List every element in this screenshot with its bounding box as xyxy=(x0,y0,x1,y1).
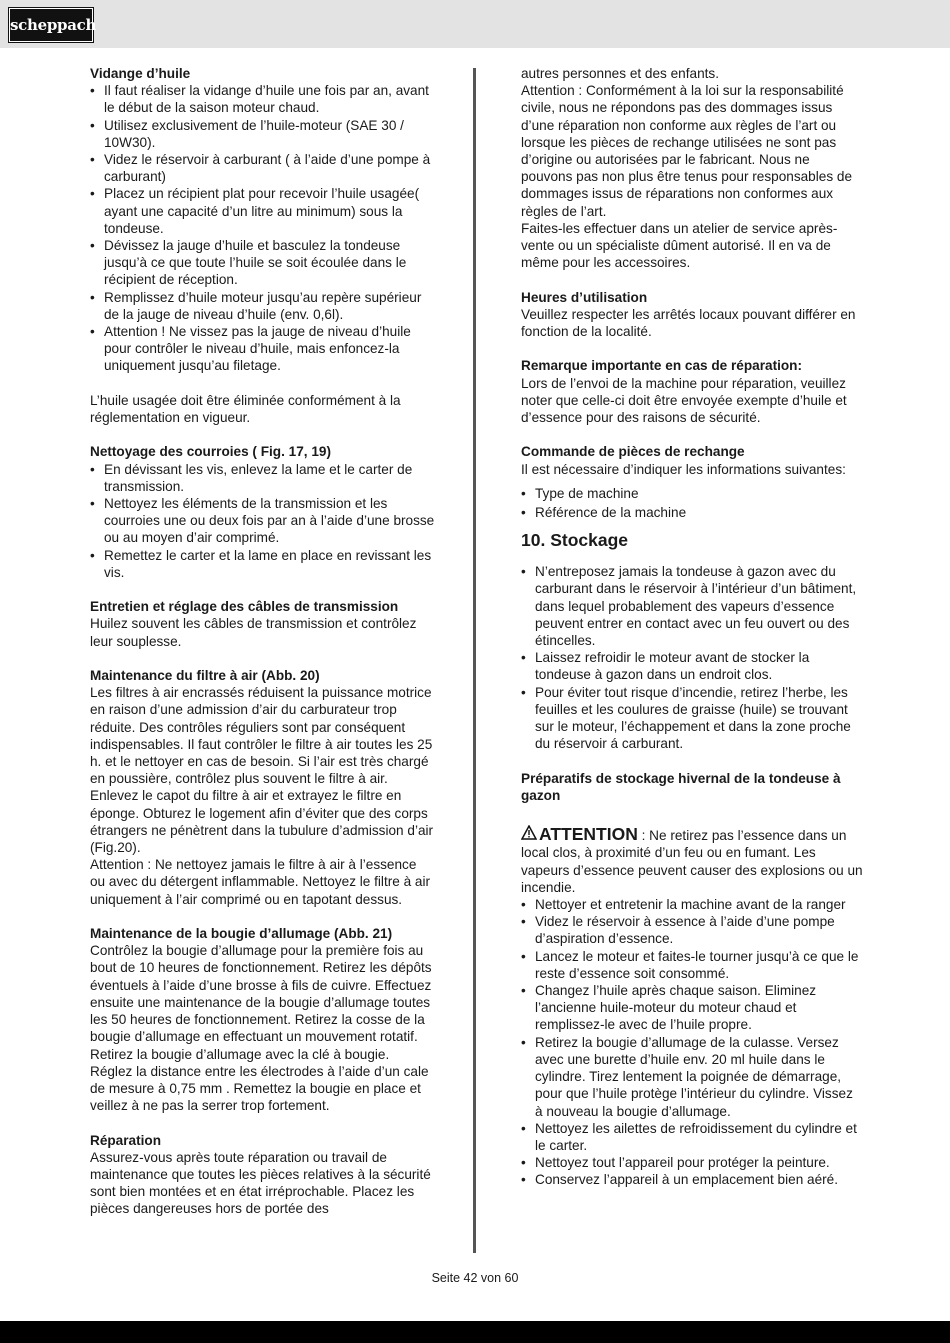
cables-text: Huilez souvent les câbles de transmission et contrôlez leur souplesse. xyxy=(90,616,417,649)
list-item: • Changez l’huile après chaque saison. Eliminez l’ancienne huile-moteur du moteur chaud et remplissez-le avec de l’huile propre. xyxy=(521,982,863,1034)
list-item: • Laissez refroidir le moteur avant de stocker la tondeuse à gazon dans un endroit clos. xyxy=(521,649,863,683)
list-item: • Conservez l’appareil à un emplacement bien aéré. xyxy=(521,1171,863,1188)
list-item: • Lancez le moteur et faites-le tourner jusqu’à ce que le reste d’essence soit consommé. xyxy=(521,948,863,982)
repair-continued: autres personnes et des enfants. xyxy=(521,66,719,81)
list-item: • Attention ! Ne vissez pas la jauge de niveau d’huile pour contrôler le niveau d’huile, mais enfoncez-la uniquement jusqu’au filetage. xyxy=(90,323,435,375)
list-item: • Nettoyez les éléments de la transmission et les courroies une ou deux fois par an à l’aide d’une brosse ou au moyen d’air comprimé. xyxy=(90,495,435,547)
winter-storage-list xyxy=(521,896,863,1188)
list-item: • Placez un récipient plat pour recevoir l’huile usagée( ayant une capacité d’un litre au minimum) sous la tondeuse. xyxy=(90,185,435,237)
service-text: Faites-les effectuer dans un atelier de service après-vente ou un spécialiste dûment autorisé. Il en va de même pour les accessoires. xyxy=(521,220,838,271)
section-title-belt-cleaning: Nettoyage des courroies ( Fig. 17, 19) xyxy=(90,444,331,460)
list-item: • Dévissez la jauge d’huile et basculez la tondeuse jusqu’à ce que toute l’huile se soit écoulée dans le récipient de réception. xyxy=(90,237,435,289)
section-title-spark-plug: Maintenance de la bougie d’allumage (Abb. 21) xyxy=(90,926,393,942)
section-title-repair-note: Remarque importante en cas de réparation: xyxy=(521,358,803,374)
left-column xyxy=(90,65,435,1218)
column-divider xyxy=(473,68,476,1253)
air-filter-attention: Attention : Ne nettoyez jamais le filtre à air à l’essence ou avec du détergent inflammable. Nettoyez le filtre à air uniquement à l’air comprimé ou en tapotant dessus. xyxy=(90,857,431,907)
oil-disposal-note: L’huile usagée doit être éliminée conformément à la réglementation en vigueur. xyxy=(90,392,401,426)
right-column xyxy=(521,65,863,1189)
repair-note-text: Lors de l’envoi de la machine pour réparation, veuillez noter que celle-ci doit être envoyée exempte d’huile et d’essence pour des raisons de sécurité. xyxy=(521,375,847,426)
belt-cleaning-list xyxy=(90,461,435,581)
spare-parts-list xyxy=(521,485,863,521)
section-title-winter-storage: Préparatifs de stockage hivernal de la tondeuse à gazon xyxy=(521,770,841,803)
list-item: • Remettez le carter et la lame en place en revissant les vis. xyxy=(90,547,435,581)
list-item: • Il faut réaliser la vidange d’huile une fois par an, avant le début de la saison moteur chaud. xyxy=(90,82,435,116)
storage-list xyxy=(521,563,863,752)
list-item: • En dévissant les vis, enlevez la lame et le carter de transmission. xyxy=(90,461,435,495)
list-item: • Type de machine xyxy=(521,485,863,502)
spark-plug-text-2: Retirez la bougie d’allumage avec la clé à bougie. Réglez la distance entre les électrodes à l’aide d’un cale de mesure à 0,75 mm . Remettez la bougie en place et veillez à ne pas la serrer trop fortement. xyxy=(90,1046,429,1114)
section-title-air-filter: Maintenance du filtre à air (Abb. 20) xyxy=(90,668,320,684)
list-item: • Pour éviter tout risque d’incendie, retirez l’herbe, les feuilles et les coulures de graisse (huile) se trouvant sur le moteur, l’échappement et dans la zone proche du réservoir á carburant. xyxy=(521,684,863,753)
spare-parts-text: Il est nécessaire d’indiquer les informations suivantes: xyxy=(521,461,846,477)
list-item: • Remplissez d’huile moteur jusqu’au repère supérieur de la jauge de niveau d’huile (env. 0,6l). xyxy=(90,289,435,323)
section-heading-storage: 10. Stockage xyxy=(521,530,628,551)
spark-plug-text: Contrôlez la bougie d’allumage pour la première fois au bout de 10 heures de fonctionnement. Retirez les dépôts éventuels à l’aide d’une brosse à fils de cuivre. Effectuez ensuite une maintenance de la bougie d’allumage toutes les 50 heures de fonctionnement. Retirez la cosse de la bougie d’allumage en effectuant un mouvement rotatif. xyxy=(90,943,432,1045)
list-item: • Nettoyer et entretenir la machine avant de la ranger xyxy=(521,896,863,913)
warning-triangle-icon xyxy=(521,825,539,844)
hours-text: Veuillez respecter les arrêtés locaux pouvant différer en fonction de la localité. xyxy=(521,306,856,340)
list-item: • Nettoyez les ailettes de refroidissement du cylindre et le carter. xyxy=(521,1120,863,1154)
attention-label: ATTENTION xyxy=(539,824,638,845)
section-title-oil-change: Vidange d’huile xyxy=(90,66,191,81)
section-title-cables: Entretien et réglage des câbles de transmission xyxy=(90,599,399,615)
repair-text: Assurez-vous après toute réparation ou travail de maintenance que toutes les pièces relatives à la sécurité sont bien montées et en état irréprochable. Placez les pièces dangereuses hors de portée des xyxy=(90,1149,431,1217)
attention-paragraph xyxy=(521,825,863,896)
list-item: • N’entreposez jamais la tondeuse à gazon avec du carburant dans le réservoir à l’intérieur d’un bâtiment, dans lequel probablement des vapeurs d’essence peuvent entrer en contact avec un feu ouvert ou des étincelles. xyxy=(521,563,863,649)
attention-text: : Ne retirez pas l’essence dans un local clos, à proximité d’un feu ou en fumant. Les vapeurs d’essence peuvent causer des explosions ou un incendie. xyxy=(521,828,863,895)
air-filter-text: Les filtres à air encrassés réduisent la puissance motrice en raison d’une admission d’air du carburateur trop réduite. Des contrôles réguliers sont par conséquent indispensables. Il faut contrôler le filtre à air toutes les 25 h. et le nettoyer en cas de besoin. Si l’air est très chargé en poussière, contrôlez plus souvent le filtre à air. Enlevez le capot du filtre à air et extrayez le filtre en éponge. Obturez le logement afin d’éviter que des corps étrangers ne pénètrent dans la tubulure d’admission d’air (Fig.20). xyxy=(90,685,434,856)
section-title-spare-parts: Commande de pièces de rechange xyxy=(521,444,745,460)
list-item: • Nettoyez tout l’appareil pour protéger la peinture. xyxy=(521,1154,863,1171)
list-item: • Videz le réservoir à carburant ( à l’aide d’une pompe à carburant) xyxy=(90,151,435,185)
list-item: • Référence de la machine xyxy=(521,504,863,521)
list-item: • Utilisez exclusivement de l’huile-moteur (SAE 30 / 10W30). xyxy=(90,117,435,151)
section-title-hours: Heures d’utilisation xyxy=(521,289,648,305)
oil-change-list xyxy=(90,82,435,374)
list-item: • Videz le réservoir à essence à l’aide d’une pompe d’aspiration d’essence. xyxy=(521,913,863,947)
scheppach-logo: scheppach xyxy=(9,8,93,42)
liability-text: Attention : Conformément à la loi sur la responsabilité civile, nous ne répondons pas des dommages issus d’une réparation non conforme aux règles de l’art ou lorsque les pièces de rechange utilisées ne sont pas d’origine ou autorisées par le fabricant. Nous ne pouvons pas non plus être tenus pour responsables de dommages issus de réparations non conformes aux règles de l’art. xyxy=(521,83,853,219)
section-title-repair: Réparation xyxy=(90,1132,162,1148)
header-bar xyxy=(0,0,950,48)
list-item: • Retirez la bougie d’allumage de la culasse. Versez avec une burette d’huile env. 20 ml huile dans le cylindre. Tirez lentement la poignée de démarrage, pour que l’huile protège l’intérieur du cylindre. Vissez à nouveau la bougie d’allumage. xyxy=(521,1034,863,1120)
footer-bar xyxy=(0,1321,950,1343)
page-number: Seite 42 von 60 xyxy=(431,1271,519,1285)
